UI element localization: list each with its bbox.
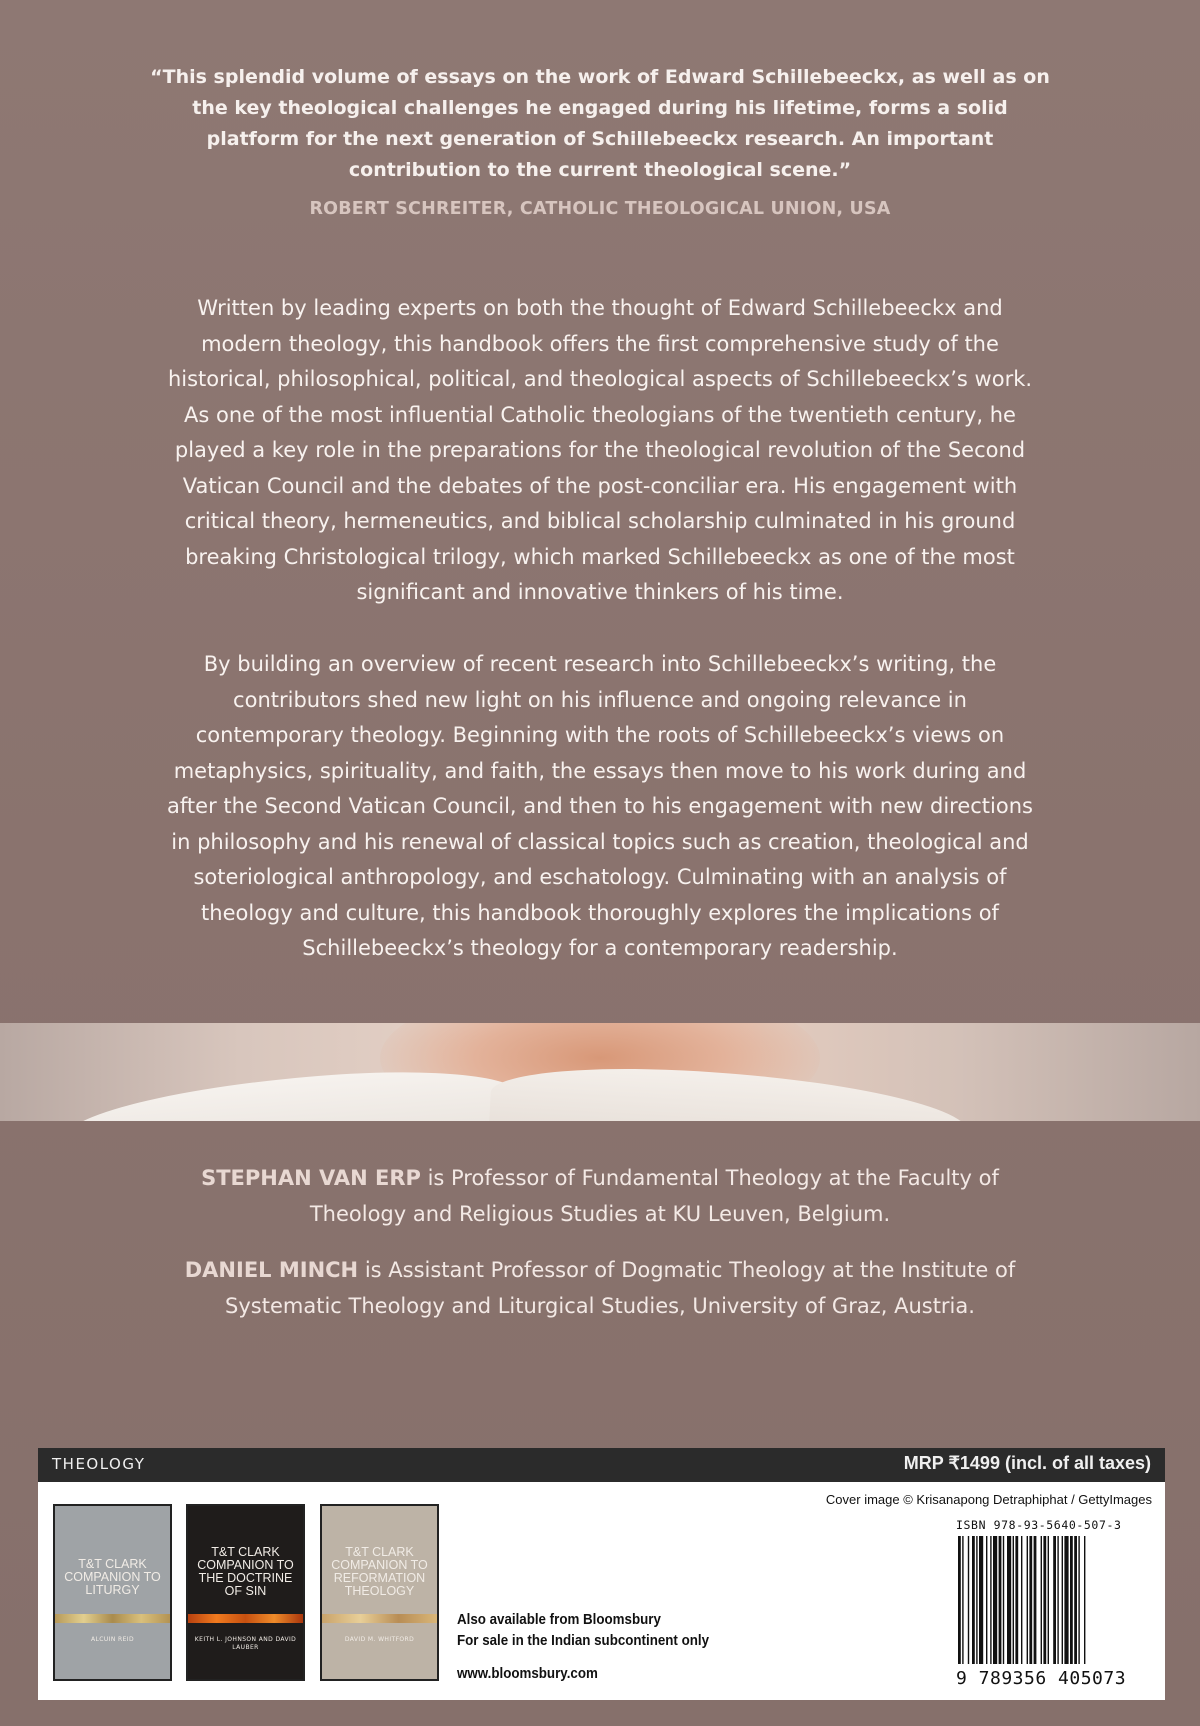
related-book-strip-2	[188, 1614, 303, 1623]
author-bio-1	[160, 1160, 1040, 1232]
barcode-icon	[958, 1536, 1154, 1664]
related-book-reformation-theology	[320, 1504, 439, 1681]
author-name-1: STEPHAN VAN ERP	[201, 1166, 421, 1190]
related-book-doctrine-of-sin	[186, 1504, 305, 1681]
endorsement-attribution: ROBERT SCHREITER, CATHOLIC THEOLOGICAL UNION, USA	[309, 199, 891, 219]
category-label: THEOLOGY	[52, 1455, 146, 1473]
publisher-footer	[38, 1448, 1165, 1700]
isbn-label: ISBN 978-93-5640-507-3	[956, 1518, 1122, 1532]
related-book-title-2: T&T CLARK COMPANION TO THE DOCTRINE OF SIN	[197, 1545, 294, 1598]
related-book-editor-1: ALCUIN REID	[91, 1636, 134, 1643]
author-bio-text-2: is Assistant Professor of Dogmatic Theology at the Institute of Systematic Theology and Liturgical Studies, University of Graz, Austria.	[225, 1258, 1016, 1318]
endorsement-quote: “This splendid volume of essays on the work of Edward Schillebeeckx, as well as on the key theological challenges he engaged during his lifetime, forms a solid platform for the next generation of Schillebeeckx research. An important contribution to the current theological scene.”	[150, 66, 1050, 181]
price-label: MRP ₹1499 (incl. of all taxes)	[903, 1453, 1151, 1473]
author-name-2: DANIEL MINCH	[184, 1258, 359, 1282]
open-book-photo	[0, 1023, 1200, 1121]
related-book-liturgy	[53, 1504, 172, 1681]
footer-bar	[38, 1448, 1165, 1482]
related-book-editor-2: KEITH L. JOHNSON AND DAVID LAUBER	[194, 1636, 297, 1651]
sale-region-line: For sale in the Indian subcontinent only	[457, 1633, 710, 1649]
availability-text	[457, 1610, 709, 1652]
related-book-title-1: T&T CLARK COMPANION TO LITURGY	[64, 1557, 161, 1597]
also-available-line: Also available from Bloomsbury	[457, 1612, 661, 1628]
cover-image-credit: Cover image © Krisanapong Detraphiphat / GettyImages	[825, 1492, 1152, 1507]
author-bio-text-1: is Professor of Fundamental Theology at the Faculty of Theology and Religious Studies at KU Leuven, Belgium.	[309, 1166, 999, 1226]
description-paragraph-1: Written by leading experts on both the thought of Edward Schillebeeckx and modern theology, this handbook offers the first comprehensive study of the historical, philosophical, political, and theological aspects of Schillebeeckx’s work. As one of the most influential Catholic theologians of the twentieth century, he played a key role in the preparations for the theological revolution of the Second Vatican Council and the debates of the post-conciliar era. His engagement with critical theory, hermeneutics, and biblical scholarship culminated in his ground breaking Christological trilogy, which marked Schillebeeckx as one of the most significant and innovative thinkers of his time.	[167, 296, 1033, 604]
description-paragraph-2: By building an overview of recent research into Schillebeeckx’s writing, the contributors shed new light on his influence and ongoing relevance in contemporary theology. Beginning with the roots of Schillebeeckx’s views on metaphysics, spirituality, and faith, the essays then move to his work during and after the Second Vatican Council, and then to his engagement with new directions in philosophy and his renewal of classical topics such as creation, theological and soteriological anthropology, and eschatology. Culminating with an analysis of theology and culture, this handbook thoroughly explores the implications of Schillebeeckx’s theology for a contemporary readership.	[167, 652, 1033, 960]
author-bio-2	[160, 1252, 1040, 1324]
barcode-digits: 9 789356 405073	[956, 1668, 1127, 1689]
related-book-strip-3	[322, 1614, 437, 1623]
publisher-website: www.bloomsbury.com	[457, 1666, 598, 1682]
related-book-title-3: T&T CLARK COMPANION TO REFORMATION THEOLOGY	[331, 1545, 428, 1598]
related-book-editor-3: DAVID M. WHITFORD	[344, 1636, 415, 1643]
related-book-strip-1	[55, 1614, 170, 1623]
